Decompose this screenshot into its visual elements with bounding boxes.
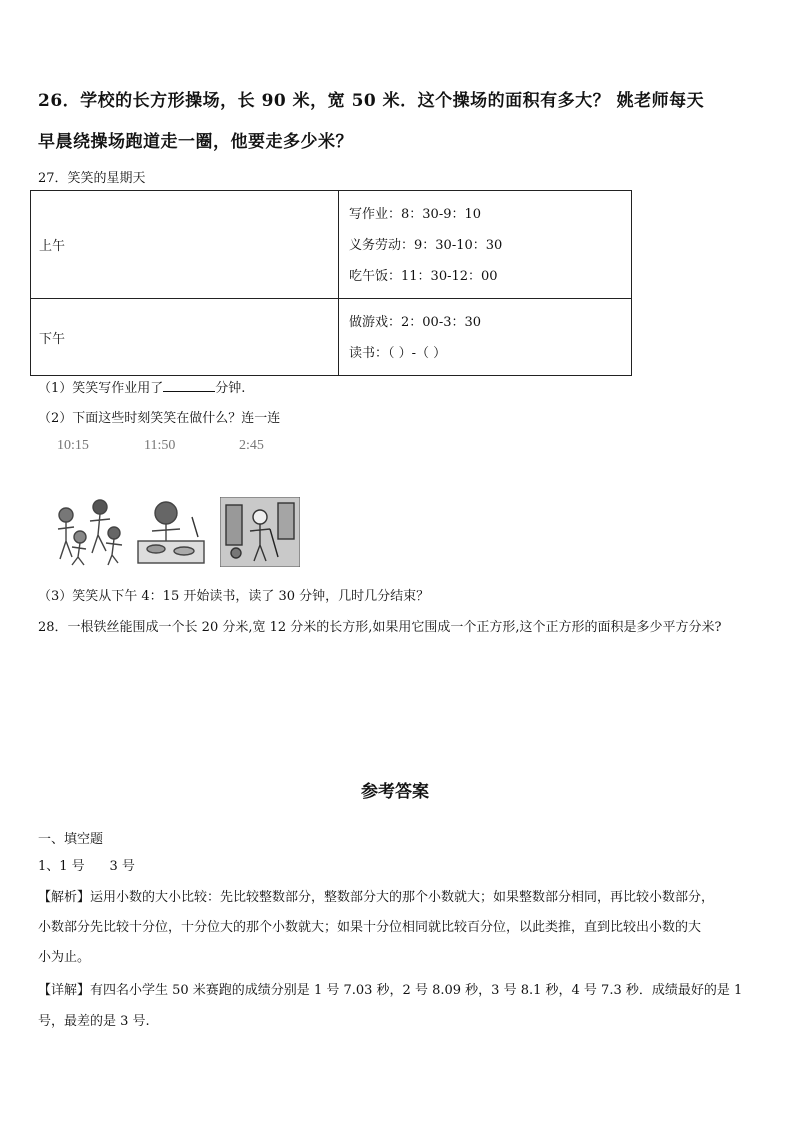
analysis-line: 【解析】运用小数的大小比较：先比较整数部分，整数部分大的那个小数就大；如果整数部分相同，再比较小数部分，: [38, 890, 715, 905]
schedule-table: [30, 190, 632, 376]
question-26-line2: 早晨绕操场跑道走一圈，他要走多少米？: [38, 132, 353, 152]
child-chores-picture: [220, 497, 300, 567]
time-label: 2:45: [239, 438, 264, 453]
time-label: 11:50: [144, 438, 176, 453]
afternoon-label: 下午: [31, 299, 339, 376]
table-row-morning: [31, 191, 632, 299]
question-27-title: 27．笑笑的星期天: [38, 171, 146, 186]
children-playing-picture: [50, 497, 128, 567]
question-26-line1: 26．学校的长方形操场，长 90 米，宽 50 米．这个操场的面积有多大？ 姚老师每天: [38, 91, 705, 111]
question-28: 28．一根铁丝能围成一个长 20 分米,宽 12 分米的长方形,如果用它围成一个正方形,这个正方形的面积是多少平方分米?: [38, 620, 722, 635]
schedule-item: 义务劳动：9：30-10：30: [349, 238, 503, 253]
detail-line: 号，最差的是 3 号.: [38, 1014, 150, 1029]
schedule-item: 读书：（ ）-（ ）: [349, 346, 447, 361]
schedule-item: 写作业：8：30-9：10: [349, 207, 482, 222]
analysis-line: 小为止。: [38, 950, 91, 965]
sub-question-1: [38, 377, 245, 396]
sub-question-1-unit: 分钟.: [215, 381, 246, 396]
afternoon-items-cell: [339, 299, 632, 376]
section-heading: 一、填空题: [38, 832, 104, 847]
sub-question-3: （3）笑笑从下午 4：15 开始读书，读了 30 分钟，几时几分结束？: [38, 589, 430, 604]
child-eating-picture: [136, 497, 206, 567]
detail-line: 【详解】有四名小学生 50 米赛跑的成绩分别是 1 号 7.03 秒，2 号 8.09 秒，3 号 8.1 秒，4 号 7.3 秒．成绩最好的是 1: [38, 983, 743, 998]
analysis-line: 小数部分先比较十分位，十分位大的那个小数就大；如果十分位相同就比较百分位，以此类推，直到比较出小数的大: [38, 920, 702, 935]
sub-question-1-text: （1）笑笑写作业用了: [38, 381, 164, 396]
time-label: 10:15: [57, 438, 89, 453]
schedule-item: 做游戏：2：00-3：30: [349, 315, 482, 330]
answers-title: 参考答案: [361, 782, 429, 802]
sub-question-2: （2）下面这些时刻笑笑在做什么？连一连: [38, 411, 281, 426]
morning-label: 上午: [31, 191, 339, 299]
table-row-afternoon: [31, 299, 632, 376]
answer-blank: [163, 379, 215, 392]
morning-items-cell: [339, 191, 632, 299]
answer-item-1: 1、1 号 3 号: [38, 859, 135, 874]
schedule-item: 吃午饭：11：30-12：00: [349, 269, 498, 284]
